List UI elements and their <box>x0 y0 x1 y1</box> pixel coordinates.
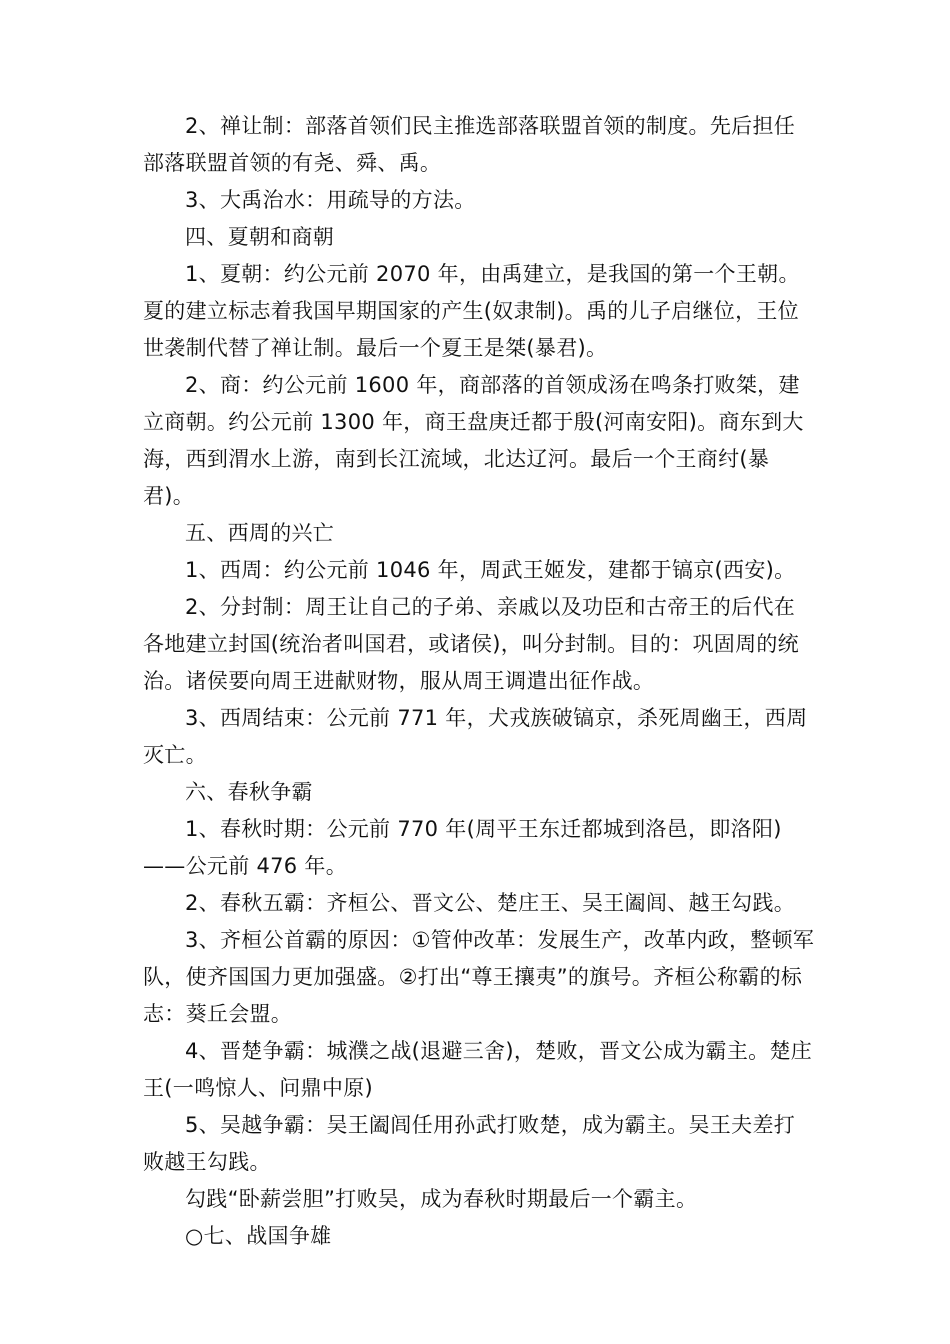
paragraph-qihuangong: 3、齐桓公首霸的原因：①管仲改革：发展生产，改革内政，整顿军队，使齐国国力更加强盛。②打出“尊王攘夷”的旗号。齐桓公称霸的标志：葵丘会盟。 <box>143 928 815 1026</box>
section-heading-zhanguo: ○七、战国争雄 <box>185 1224 332 1248</box>
paragraph-xizhou: 1、西周：约公元前 1046 年，周武王姬发，建都于镐京(西安)。 <box>185 558 796 582</box>
section-heading-xizhou: 五、西周的兴亡 <box>185 521 335 545</box>
paragraph-wuyue: 5、吴越争霸：吴王阖闾任用孙武打败楚，成为霸主。吴王夫差打败越王勾践。 <box>143 1113 796 1174</box>
paragraph-xia-dynasty: 1、夏朝：约公元前 2070 年，由禹建立，是我国的第一个王朝。夏的建立标志着我国早期国家的产生(奴隶制)。禹的儿子启继位，王位世袭制代替了禅让制。最后一个夏王是桀(暴君)。 <box>143 262 800 360</box>
paragraph-goujian: 勾践“卧薪尝胆”打败吴，成为春秋时期最后一个霸主。 <box>185 1187 698 1211</box>
document-body <box>143 108 815 1255</box>
paragraph-chunqiu-wuba: 2、春秋五霸：齐桓公、晋文公、楚庄王、吴王阖闾、越王勾践。 <box>185 891 796 915</box>
paragraph-fenfeng: 2、分封制：周王让自己的子弟、亲戚以及功臣和古帝王的后代在各地建立封国(统治者叫国君，或诸侯)，叫分封制。目的：巩固周的统治。诸侯要向周王进献财物，服从周王调遣出征作战。 <box>143 595 799 693</box>
paragraph-dayu-zhishui: 3、大禹治水：用疏导的方法。 <box>185 188 476 212</box>
paragraph-shanrang: 2、禅让制：部落首领们民主推选部落联盟首领的制度。先后担任部落联盟首领的有尧、舜、禹。 <box>143 114 796 175</box>
paragraph-jinchu: 4、晋楚争霸：城濮之战(退避三舍)，楚败，晋文公成为霸主。楚庄王(一鸣惊人、问鼎中原) <box>143 1039 813 1100</box>
section-heading-xia-shang: 四、夏朝和商朝 <box>185 225 335 249</box>
paragraph-shang-dynasty: 2、商：约公元前 1600 年，商部落的首领成汤在鸣条打败桀，建立商朝。约公元前 1300 年，商王盘庚迁都于殷(河南安阳)。商东到大海，西到渭水上游，南到长江流域，北达辽河。最后一个王商纣(暴君)。 <box>143 373 804 508</box>
section-heading-chunqiu: 六、春秋争霸 <box>185 780 313 804</box>
paragraph-chunqiu-period: 1、春秋时期：公元前 770 年(周平王东迁都城到洛邑，即洛阳)——公元前 476 年。 <box>143 817 782 878</box>
paragraph-xizhou-end: 3、西周结束：公元前 771 年，犬戎族破镐京，杀死周幽王，西周灭亡。 <box>143 706 808 767</box>
